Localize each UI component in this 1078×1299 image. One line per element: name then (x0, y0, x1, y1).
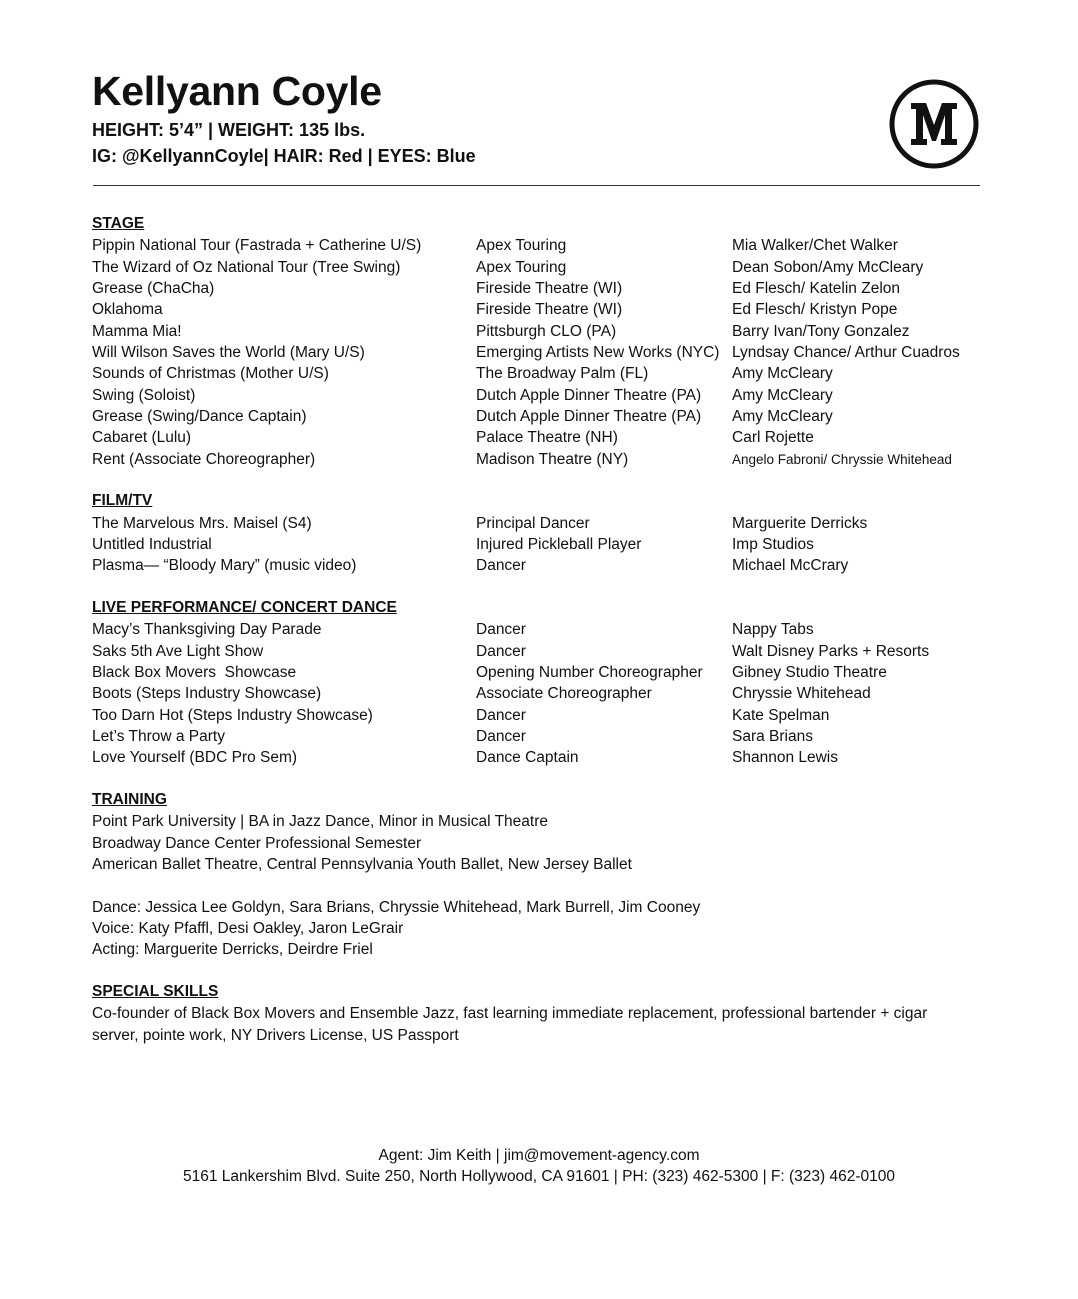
agency-logo-icon (889, 79, 979, 169)
skills-line: server, pointe work, NY Drivers License, US Passport (92, 1027, 459, 1044)
teachers-line: Dance: Jessica Lee Goldyn, Sara Brians, Chryssie Whitehead, Mark Burrell, Jim Cooney (92, 899, 701, 916)
training-line: Point Park University | BA in Jazz Dance, Minor in Musical Theatre (92, 813, 549, 830)
training-heading: TRAINING (92, 791, 167, 808)
header-divider (93, 185, 980, 186)
special-skills-heading: SPECIAL SKILLS (92, 983, 219, 1000)
stage-heading: STAGE (92, 215, 145, 232)
stats-line-1: HEIGHT: 5’4” | WEIGHT: 135 lbs. (92, 120, 366, 140)
teachers-line: Acting: Marguerite Derricks, Deirdre Friel (92, 941, 373, 958)
training-line: American Ballet Theatre, Central Pennsylvania Youth Ballet, New Jersey Ballet (92, 856, 632, 873)
agent-contact: Agent: Jim Keith | jim@movement-agency.com (378, 1147, 700, 1164)
film-tv-heading: FILM/TV (92, 492, 153, 509)
training-line: Broadway Dance Center Professional Semester (92, 835, 422, 852)
teachers-line: Voice: Katy Pfaffl, Desi Oakley, Jaron LeGrair (92, 920, 404, 937)
agency-address: 5161 Lankershim Blvd. Suite 250, North Hollywood, CA 91601 | PH: (323) 462-5300 | F: (323) 462-0100 (183, 1168, 895, 1185)
stats-line-2: IG: @KellyannCoyle| HAIR: Red | EYES: Blue (92, 146, 476, 166)
skills-line: Co-founder of Black Box Movers and Ensemble Jazz, fast learning immediate replacement, professional bartender + cigar (92, 1005, 928, 1022)
performer-name: Kellyann Coyle (92, 68, 382, 114)
live-performance-heading: LIVE PERFORMANCE/ CONCERT DANCE (92, 599, 397, 616)
